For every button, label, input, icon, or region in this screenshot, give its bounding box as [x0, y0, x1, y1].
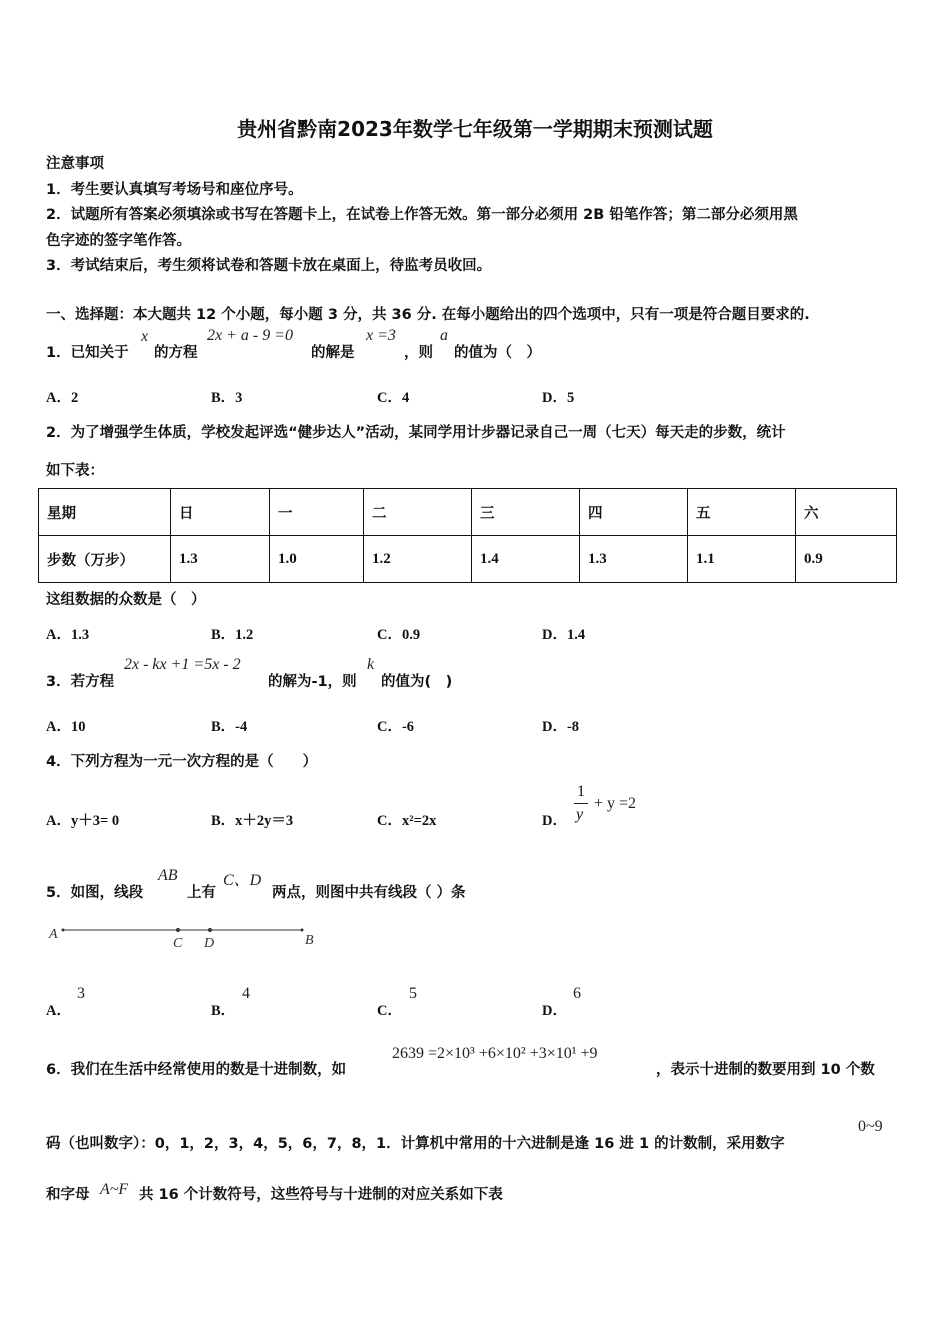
table-cell: 六: [796, 489, 897, 536]
q1-option-c: C．4: [377, 390, 410, 406]
notice-item: 1．考生要认真填写考场号和座位序号。: [46, 182, 303, 198]
q4-option-d-expr: + y =2: [594, 795, 637, 812]
q3-equation: 2x - kx +1 =5x - 2: [124, 656, 241, 673]
notice-heading: 注意事项: [46, 156, 104, 172]
table-row: [39, 489, 897, 536]
q6-text: 共 16 个计数符号，这些符号与十进制的对应关系如下表: [139, 1187, 503, 1203]
q6-text: 6．我们在生活中经常使用的数是十进制数，如: [46, 1062, 347, 1078]
q2-option-b: B．1.2: [211, 627, 254, 643]
table-cell: 五: [688, 489, 796, 536]
table-cell: 二: [364, 489, 472, 536]
q4-option-b: B．x＋2y＝3: [211, 813, 294, 829]
q5-text: 5．如图，线段: [46, 885, 144, 901]
q5-segment: AB: [158, 867, 178, 884]
table-cell: 1.1: [688, 536, 796, 583]
q5-text: 两点，则图中共有线段（ ）条: [272, 885, 466, 901]
q1-option-a: A．2: [46, 390, 79, 406]
q3-var-k: k: [367, 656, 375, 673]
q5-option-c: C．: [377, 1003, 402, 1019]
q2-option-d: D．1.4: [542, 627, 586, 643]
label-c: C: [173, 936, 183, 951]
q2-question: 这组数据的众数是（ ）: [46, 592, 206, 608]
notice-item: 3．考试结束后，考生须将试卷和答题卡放在桌面上，待监考员收回。: [46, 258, 492, 274]
q5-option-a-value: 3: [77, 985, 85, 1002]
fraction-bar: [574, 803, 588, 804]
steps-table: [38, 488, 897, 583]
table-cell: 1.4: [472, 536, 580, 583]
q6-text: ，表示十进制的数要用到 10 个数: [656, 1062, 875, 1078]
q4-option-a: A．y＋3= 0: [46, 813, 120, 829]
point-c: [176, 928, 180, 932]
q5-points: C、D: [223, 872, 262, 889]
q6-letters: A~F: [100, 1181, 129, 1198]
table-cell: 三: [472, 489, 580, 536]
table-cell: 日: [171, 489, 270, 536]
table-cell: 0.9: [796, 536, 897, 583]
table-cell: 1.3: [171, 536, 270, 583]
q1-text: 的值为（ ）: [454, 345, 541, 361]
table-cell: 1.0: [270, 536, 364, 583]
q1-text: 的解是: [311, 345, 355, 361]
q4-text: 4．下列方程为一元一次方程的是（ ）: [46, 754, 318, 770]
label-d: D: [204, 936, 215, 951]
q1-text: 1．已知关于: [46, 345, 129, 361]
table-row: [39, 536, 897, 583]
point-d: [208, 928, 212, 932]
q1-var-a: a: [440, 327, 448, 344]
q5-text: 上有: [187, 885, 216, 901]
q1-option-d: D．5: [542, 390, 575, 406]
point-b: [301, 929, 304, 932]
table-cell: 星期: [39, 489, 171, 536]
q5-option-b-value: 4: [242, 985, 250, 1002]
table-cell: 一: [270, 489, 364, 536]
point-a: [62, 929, 65, 932]
q5-option-d-value: 6: [573, 985, 581, 1002]
q1-solution: x =3: [366, 327, 396, 344]
q1-equation: 2x + a - 9 =0: [207, 327, 294, 344]
q4-fraction-numerator: 1: [577, 783, 585, 800]
q1-option-b: B．3: [211, 390, 243, 406]
q2-option-a: A．1.3: [46, 627, 90, 643]
q3-text: 3．若方程: [46, 674, 115, 690]
q6-text: 和字母: [46, 1187, 90, 1203]
q4-option-d: D．: [542, 813, 567, 829]
q1-var-x: x: [141, 328, 149, 345]
q6-equation: 2639 =2×10³ +6×10² +3×10¹ +9: [392, 1045, 598, 1062]
notice-item: 色字迹的签字笔作答。: [46, 233, 191, 249]
label-b: B: [305, 933, 314, 948]
q3-option-a: A．10: [46, 719, 86, 735]
q3-option-c: C．-6: [377, 719, 415, 735]
q3-option-b: B．-4: [211, 719, 248, 735]
q6-text: 码（也叫数字）：0，1，2，3，4，5，6，7，8，1．计算机中常用的十六进制是逢 16 进 1 的计数制，采用数字: [46, 1136, 785, 1152]
q3-text: 的解为-1，则: [268, 674, 357, 690]
q3-option-d: D．-8: [542, 719, 580, 735]
q4-fraction-denominator: y: [576, 806, 584, 823]
q2-option-c: C．0.9: [377, 627, 421, 643]
q3-text: 的值为( ): [381, 674, 453, 690]
table-cell: 1.3: [580, 536, 688, 583]
section-heading: 一、选择题：本大题共 12 个小题，每小题 3 分，共 36 分. 在每小题给出的四个选项中，只有一项是符合题目要求的.: [46, 307, 810, 323]
q1-text: ，则: [404, 345, 433, 361]
page-title: 贵州省黔南2023年数学七年级第一学期期末预测试题: [237, 117, 713, 141]
label-a: A: [49, 927, 58, 942]
segment-figure: [44, 920, 334, 955]
q1-text: 的方程: [154, 345, 198, 361]
q5-option-b: B．: [211, 1003, 236, 1019]
q5-option-c-value: 5: [409, 985, 417, 1002]
q4-option-c: C．x²=2x: [377, 813, 437, 829]
q6-digits: 0~9: [858, 1118, 883, 1135]
table-cell: 四: [580, 489, 688, 536]
q5-option-d: D．: [542, 1003, 567, 1019]
table-cell: 1.2: [364, 536, 472, 583]
q2-text: 如下表：: [46, 463, 104, 479]
q5-option-a: A．: [46, 1003, 71, 1019]
table-cell: 步数（万步）: [39, 536, 171, 583]
q2-text: 2．为了增强学生体质，学校发起评选“健步达人”活动，某同学用计步器记录自己一周（七天）每天走的步数，统计: [46, 425, 786, 441]
notice-item: 2．试题所有答案必须填涂或书写在答题卡上，在试卷上作答无效。第一部分必须用 2B 铅笔作答；第二部分必须用黑: [46, 207, 798, 223]
